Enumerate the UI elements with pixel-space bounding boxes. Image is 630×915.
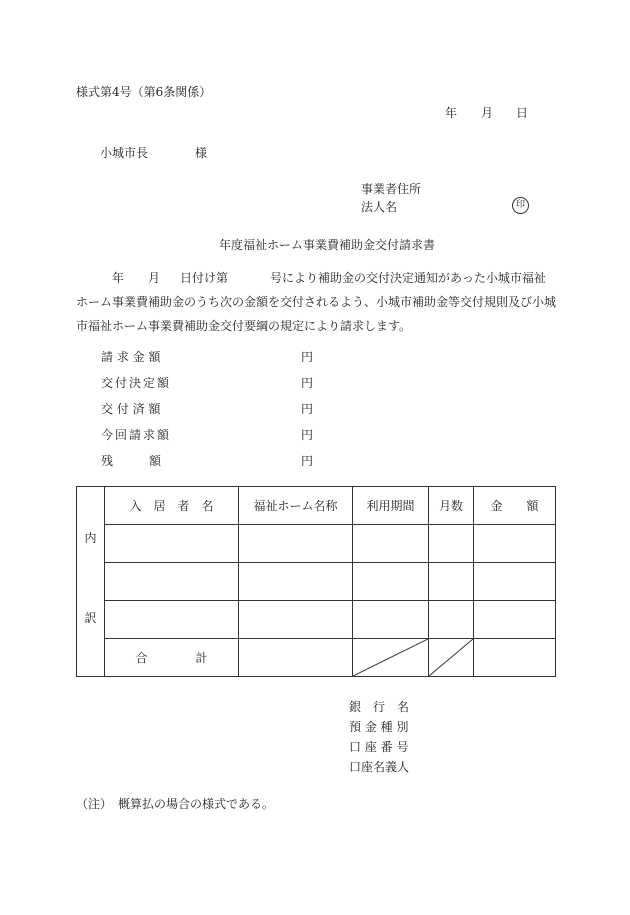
body-line2: ホーム事業費補助金のうち次の金額を交付されるよう、小城市補助金等交付規則及び小城 bbox=[76, 295, 557, 309]
deposit-type-label: 預 金 種 別 bbox=[349, 720, 409, 734]
total-home-cell bbox=[239, 639, 353, 677]
months-cell[interactable] bbox=[429, 563, 474, 601]
total-row bbox=[77, 639, 556, 677]
amount-unit-current: 円 bbox=[301, 428, 314, 442]
resident-name-cell[interactable] bbox=[105, 601, 239, 639]
months-cell[interactable] bbox=[429, 601, 474, 639]
header-amount: 金 額 bbox=[474, 487, 556, 525]
bank-name-label: 銀 行 名 bbox=[349, 700, 410, 714]
header-resident-name: 入 居 者 名 bbox=[105, 487, 239, 525]
usage-period-cell[interactable] bbox=[353, 525, 429, 563]
amount-unit-request: 円 bbox=[301, 350, 314, 364]
header-home-name: 福祉ホーム名称 bbox=[239, 487, 353, 525]
amount-label-request: 請 求 金 額 bbox=[101, 350, 161, 364]
table-row bbox=[77, 601, 556, 639]
diagonal-slash bbox=[429, 639, 473, 676]
account-holder-label: 口座名義人 bbox=[349, 760, 410, 774]
account-number-label: 口 座 番 号 bbox=[349, 740, 409, 754]
side-label-bottom: 訳 bbox=[84, 611, 97, 625]
total-months-slashed-cell bbox=[429, 639, 474, 677]
form-number: 様式第4号（第6条関係） bbox=[76, 85, 212, 99]
body-line1: 号により補助金の交付決定通知があった小城市福祉 bbox=[270, 271, 546, 285]
header-usage-period: 利用期間 bbox=[353, 487, 429, 525]
amount-label-remaining: 残 額 bbox=[101, 454, 162, 468]
resident-name-cell[interactable] bbox=[105, 525, 239, 563]
body-year-label: 年 bbox=[112, 271, 125, 285]
total-amount-cell[interactable] bbox=[474, 639, 556, 677]
table-row bbox=[77, 525, 556, 563]
addressee-name: 小城市長 bbox=[100, 146, 149, 160]
amount-cell[interactable] bbox=[474, 525, 556, 563]
date-day-label: 日 bbox=[516, 106, 529, 120]
breakdown-table bbox=[76, 486, 556, 677]
total-period-slashed-cell bbox=[353, 639, 429, 677]
addressee-honorific: 様 bbox=[195, 146, 208, 160]
body-line3: 市福祉ホーム事業費補助金交付要綱の規定により請求します。 bbox=[76, 319, 412, 333]
table-row bbox=[77, 563, 556, 601]
document-title: 年度福祉ホーム事業費補助金交付請求書 bbox=[219, 238, 436, 252]
total-label: 合 計 bbox=[105, 639, 239, 677]
body-date-suffix: 日付け第 bbox=[180, 271, 229, 285]
diagonal-slash bbox=[353, 639, 428, 676]
usage-period-cell[interactable] bbox=[353, 601, 429, 639]
date-year-label: 年 bbox=[445, 106, 458, 120]
table-header-row bbox=[77, 487, 556, 525]
amount-unit-paid: 円 bbox=[301, 402, 314, 416]
amount-cell[interactable] bbox=[474, 601, 556, 639]
seal-mark: 印 bbox=[512, 197, 529, 214]
applicant-address-label: 事業者住所 bbox=[361, 182, 422, 196]
date-month-label: 月 bbox=[481, 106, 494, 120]
amount-label-decided: 交付決定額 bbox=[101, 376, 172, 390]
amount-label-paid: 交 付 済 額 bbox=[101, 402, 161, 416]
resident-name-cell[interactable] bbox=[105, 563, 239, 601]
home-name-cell[interactable] bbox=[239, 601, 353, 639]
amount-label-current: 今回請求額 bbox=[101, 428, 172, 442]
home-name-cell[interactable] bbox=[239, 525, 353, 563]
amount-unit-decided: 円 bbox=[301, 376, 314, 390]
amount-cell[interactable] bbox=[474, 563, 556, 601]
request-paragraph bbox=[76, 266, 562, 338]
side-label-top: 内 bbox=[84, 531, 97, 545]
header-months: 月数 bbox=[429, 487, 474, 525]
footnote: （注） 概算払の場合の様式である。 bbox=[76, 797, 275, 811]
home-name-cell[interactable] bbox=[239, 563, 353, 601]
amount-unit-remaining: 円 bbox=[301, 454, 314, 468]
months-cell[interactable] bbox=[429, 525, 474, 563]
side-label-cell bbox=[77, 487, 105, 677]
usage-period-cell[interactable] bbox=[353, 563, 429, 601]
body-month-label: 月 bbox=[148, 271, 161, 285]
applicant-corp-label: 法人名 bbox=[361, 200, 398, 214]
